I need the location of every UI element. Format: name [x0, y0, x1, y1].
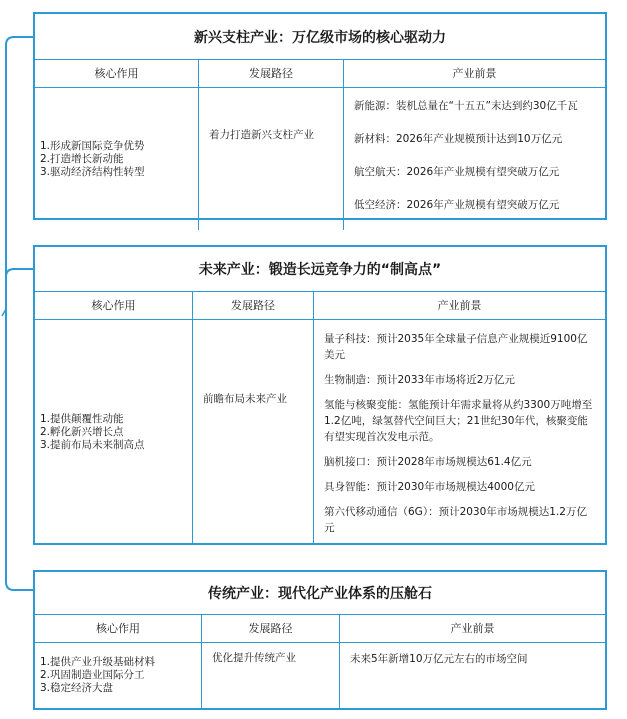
section-title: 未来产业：锻造长远竞争力的“制高点” — [35, 247, 605, 292]
header-path: 发展路径 — [202, 615, 340, 643]
path-cell: 优化提升传统产业 — [202, 643, 340, 708]
prospect-item: 新能源：装机总量在“十五五”末达到约30亿千瓦 — [354, 100, 578, 112]
section-future-industry — [33, 245, 607, 545]
role-item: 2.孵化新兴增长点 — [40, 426, 124, 438]
prospect-item: 低空经济：2026年产业规模有望突破万亿元 — [354, 199, 560, 211]
section-traditional-industry — [33, 570, 607, 710]
prospect-item: 氢能与核聚变能：氢能预计年需求量将从约3300万吨增至1.2亿吨，绿氢替代空间巨大；21世纪30年代，核聚变能有望实现首次发电示范。 — [324, 399, 593, 443]
prospect-cell — [340, 643, 605, 708]
section-emerging-pillar — [33, 12, 607, 220]
prospect-item: 量子科技：预计2035年全球量子信息产业规模近9100亿美元 — [324, 333, 588, 361]
header-role: 核心作用 — [35, 292, 193, 320]
role-cell — [35, 643, 202, 708]
role-cell — [35, 88, 199, 230]
role-item: 1.提供产业升级基础材料 — [40, 656, 156, 668]
role-item: 3.提前布局未来制高点 — [40, 439, 145, 451]
prospect-cell — [344, 88, 605, 230]
header-prospect: 产业前景 — [344, 60, 605, 88]
role-item: 2.打造增长新动能 — [40, 152, 124, 165]
section-title: 传统产业：现代化产业体系的压舱石 — [35, 572, 605, 615]
prospect-item: 航空航天：2026年产业规模有望突破万亿元 — [354, 166, 560, 178]
header-prospect: 产业前景 — [314, 292, 605, 320]
header-prospect: 产业前景 — [340, 615, 605, 643]
role-item: 1.形成新国际竞争优势 — [40, 139, 145, 152]
role-item: 2.巩固制造业国际分工 — [40, 669, 145, 681]
header-path: 发展路径 — [199, 60, 344, 88]
prospect-item: 第六代移动通信（6G）：预计2030年市场规模达1.2万亿元 — [324, 506, 587, 534]
role-item: 1.提供颠覆性动能 — [40, 413, 124, 425]
prospect-item: 新材料：2026年产业规模预计达到10万亿元 — [354, 133, 563, 145]
header-role: 核心作用 — [35, 60, 199, 88]
prospect-item: 生物制造：预计2033年市场将近2万亿元 — [324, 374, 515, 386]
role-item: 3.稳定经济大盘 — [40, 682, 114, 694]
prospect-cell — [314, 320, 605, 545]
role-cell — [35, 320, 193, 545]
path-cell: 前瞻布局未来产业 — [193, 320, 314, 545]
path-cell: 着力打造新兴支柱产业 — [199, 88, 344, 230]
prospect-item: 脑机接口：预计2028年市场规模达61.4亿元 — [324, 456, 532, 468]
header-role: 核心作用 — [35, 615, 202, 643]
header-path: 发展路径 — [193, 292, 314, 320]
prospect-item: 具身智能：预计2030年市场规模达4000亿元 — [324, 481, 535, 493]
prospect-item: 未来5年新增10万亿元左右的市场空间 — [350, 653, 528, 665]
role-item: 3.驱动经济结构性转型 — [40, 165, 145, 178]
section-title: 新兴支柱产业：万亿级市场的核心驱动力 — [35, 14, 605, 60]
